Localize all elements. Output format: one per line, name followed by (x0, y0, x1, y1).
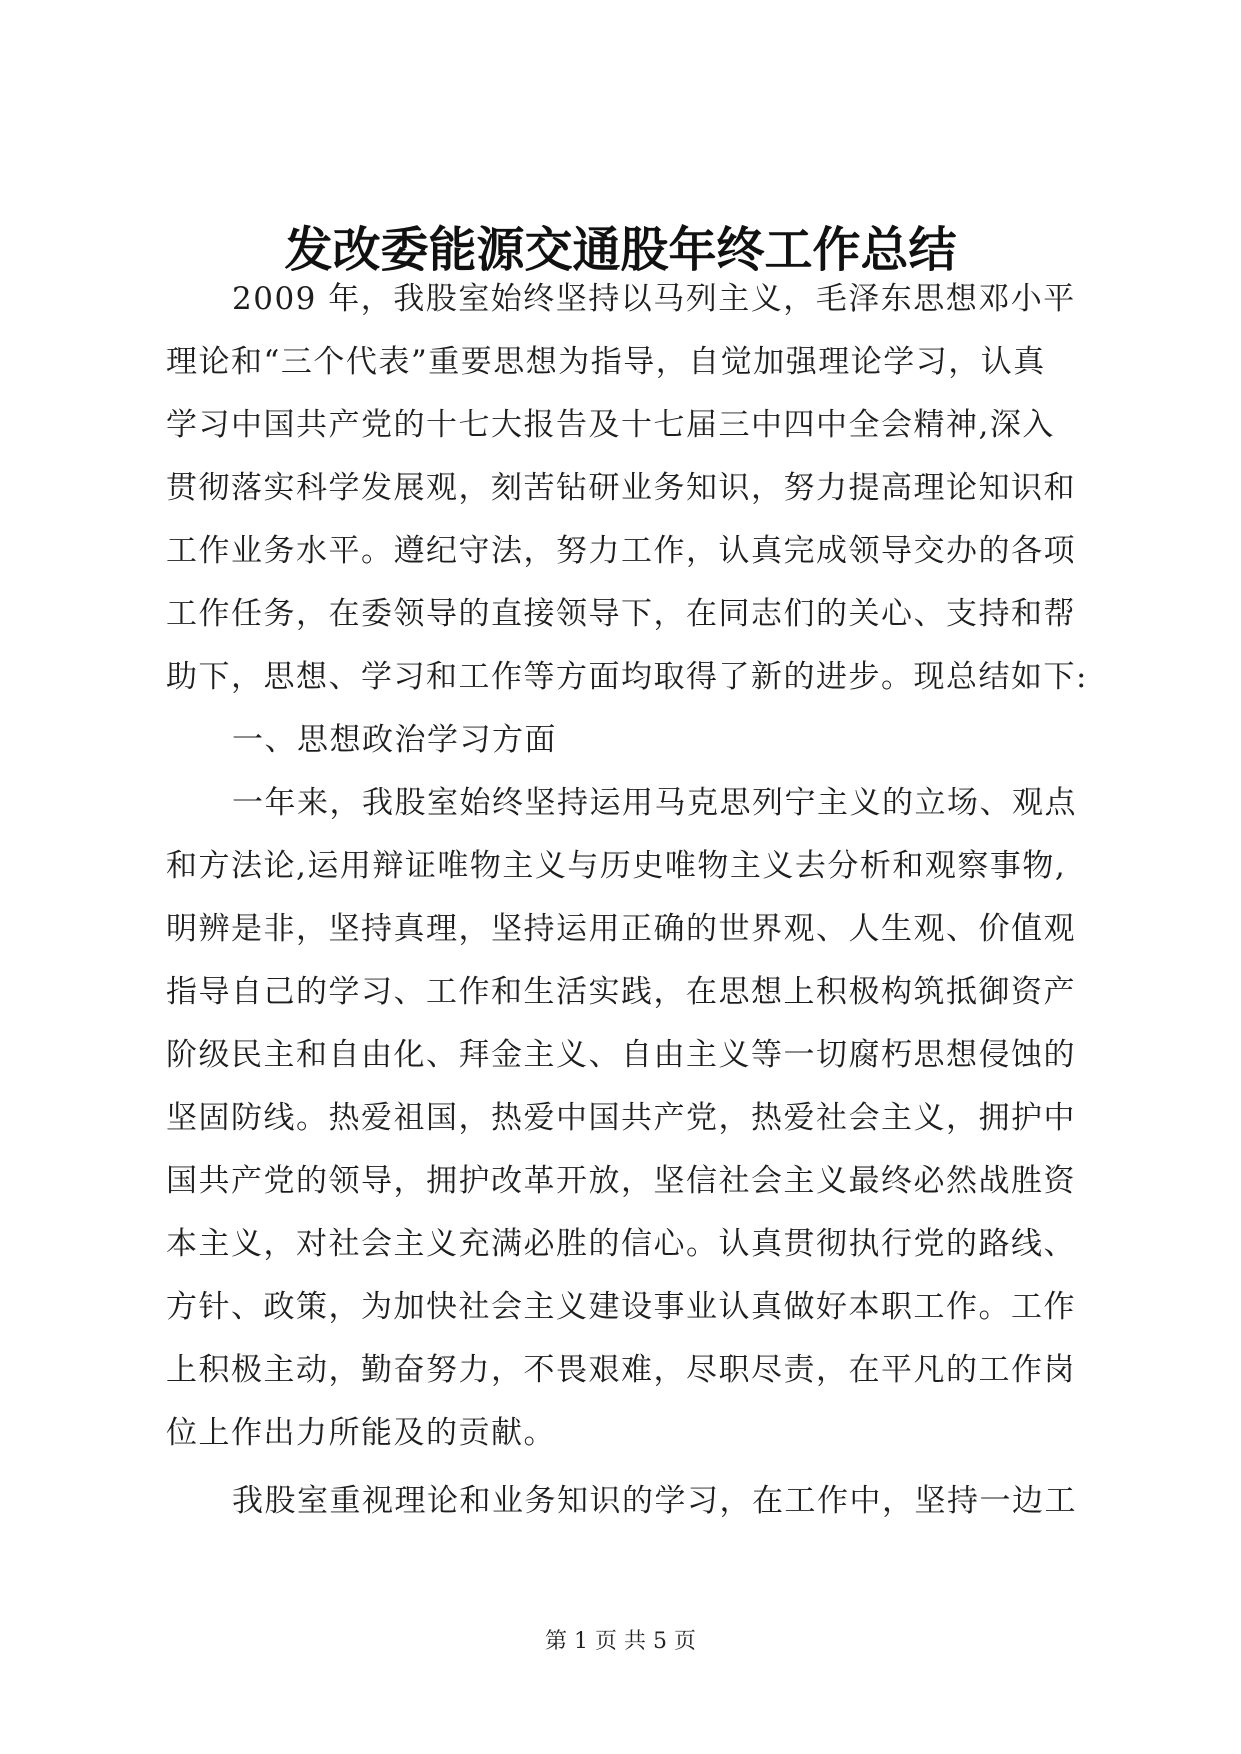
text-line: 工作业务水平。遵纪守法，努力工作，认真完成领导交办的各项 (166, 533, 1076, 569)
page-number: 第 1 页 共 5 页 (545, 1629, 696, 1654)
paragraph-political-study (166, 772, 1096, 1465)
text-line: 坚固防线。热爱祖国，热爱中国共产党，热爱社会主义，拥护中 (166, 1100, 1076, 1136)
text-line: 助下，思想、学习和工作等方面均取得了新的进步。现总结如下: (166, 659, 1088, 695)
text-line: 阶级民主和自由化、拜金主义、自由主义等一切腐朽思想侵蚀的 (166, 1037, 1076, 1073)
text-line: 一年来，我股室始终坚持运用马克思列宁主义的立场、观点 (232, 785, 1077, 821)
text-line: 明辨是非，坚持真理，坚持运用正确的世界观、人生观、价值观 (166, 911, 1076, 947)
text-line: 和方法论,运用辩证唯物主义与历史唯物主义去分析和观察事物, (166, 848, 1067, 884)
text-line: 上积极主动，勤奋努力，不畏艰难，尽职尽责，在平凡的工作岗 (166, 1352, 1076, 1388)
text-line: 工作任务，在委领导的直接领导下，在同志们的关心、支持和帮 (166, 596, 1076, 632)
text-line: 本主义，对社会主义充满必胜的信心。认真贯彻执行党的路线、 (166, 1226, 1076, 1262)
text-line: 国共产党的领导，拥护改革开放，坚信社会主义最终必然战胜资 (166, 1163, 1076, 1199)
text-line: 方针、政策，为加快社会主义建设事业认真做好本职工作。工作 (166, 1289, 1076, 1325)
text-line: 我股室重视理论和业务知识的学习，在工作中，坚持一边工 (232, 1483, 1077, 1519)
text-line: 一、思想政治学习方面 (232, 722, 557, 758)
paragraph-theory-study (166, 1470, 1096, 1533)
section-heading (166, 709, 1096, 772)
text-line: 学习中国共产党的十七大报告及十七届三中四中全会精神,深入 (166, 407, 1055, 443)
text-line: 贯彻落实科学发展观，刻苦钻研业务知识，努力提高理论知识和 (166, 470, 1076, 506)
document-title: 发改委能源交通股年终工作总结 (284, 222, 957, 278)
paragraph-intro (166, 268, 1096, 709)
text-line: 位上作出力所能及的贡献。 (166, 1415, 556, 1451)
document-body (166, 268, 1096, 1533)
text-line: 2009 年，我股室始终坚持以马列主义，毛泽东思想邓小平 (232, 281, 1076, 317)
text-line: 指导自己的学习、工作和生活实践，在思想上积极构筑抵御资产 (166, 974, 1076, 1010)
text-line: 理论和“三个代表”重要思想为指导，自觉加强理论学习，认真 (166, 344, 1046, 380)
